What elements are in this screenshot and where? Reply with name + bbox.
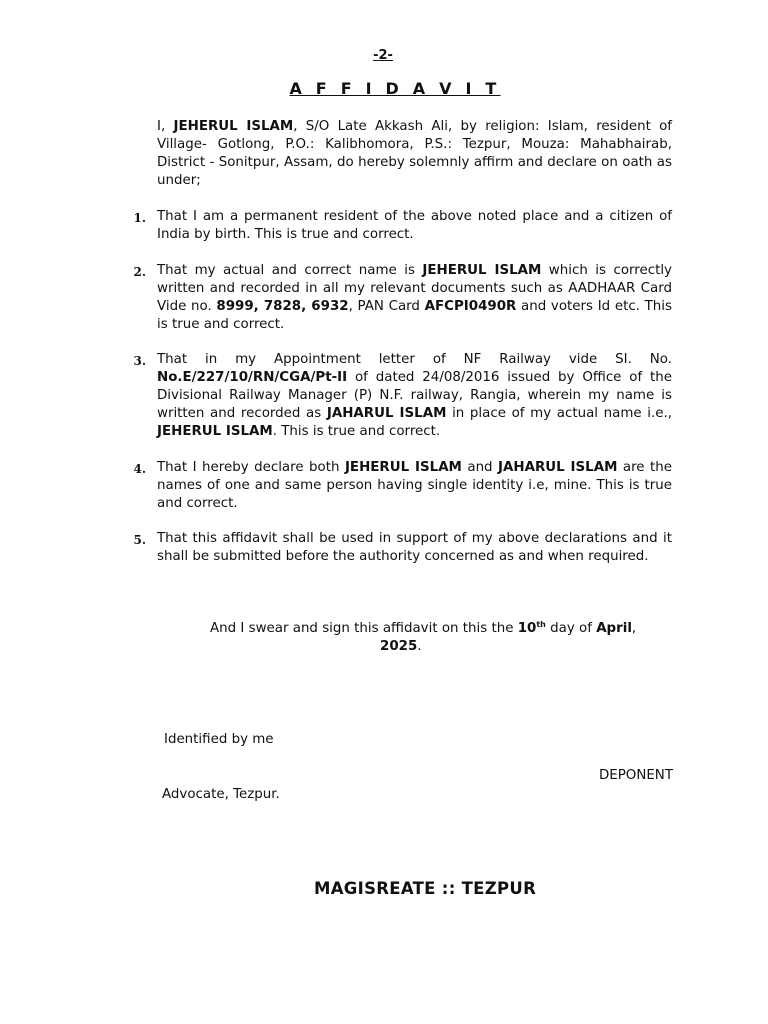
intro-paragraph bbox=[157, 118, 672, 190]
deponent-name: JEHERUL ISLAM bbox=[173, 119, 294, 134]
item-text: . This is true and correct. bbox=[272, 424, 441, 439]
item-bold-text: JEHERUL ISLAM bbox=[344, 460, 462, 475]
identified-by-label: Identified by me bbox=[164, 732, 274, 747]
item-text: That my actual and correct name is bbox=[157, 263, 423, 278]
item-number: 3. bbox=[133, 354, 146, 368]
item-bold-text: JEHERUL ISLAM bbox=[157, 424, 273, 439]
swear-text: day of bbox=[545, 621, 597, 636]
item-number: 1. bbox=[133, 211, 146, 225]
document-title: A F F I D A V I T bbox=[289, 79, 501, 98]
item-number: 2. bbox=[133, 265, 146, 279]
swear-text: . bbox=[417, 639, 422, 654]
aadhaar-number: 8999, 7828, 6932 bbox=[216, 299, 349, 314]
item-paragraph bbox=[157, 262, 672, 334]
page-number: -2- bbox=[373, 48, 393, 63]
swear-year-line bbox=[380, 638, 422, 656]
item-bold-text: JAHARUL ISLAM bbox=[326, 406, 447, 421]
item-bold-text: JAHARUL ISLAM bbox=[498, 460, 618, 475]
advocate-label: Advocate, Tezpur. bbox=[162, 787, 280, 802]
swear-statement bbox=[210, 620, 636, 638]
item-paragraph bbox=[157, 459, 672, 513]
item-text: and voters Id etc. This is true and correct. bbox=[157, 299, 672, 332]
swear-text: , bbox=[631, 621, 637, 636]
item-paragraph bbox=[157, 530, 672, 566]
swear-day-number: 10 bbox=[517, 621, 537, 636]
swear-day-suffix: th bbox=[536, 620, 546, 629]
item-paragraph bbox=[157, 351, 672, 441]
intro-text-1: I, bbox=[157, 119, 174, 134]
appointment-letter-number: No.E/227/10/RN/CGA/Pt-II bbox=[157, 370, 348, 385]
item-text: in place of my actual name i.e., bbox=[446, 406, 672, 421]
item-paragraph bbox=[157, 208, 672, 244]
item-text: , PAN Card bbox=[348, 299, 425, 314]
item-text: That I hereby declare both bbox=[157, 460, 345, 475]
swear-month: April bbox=[596, 621, 632, 636]
item-bold-text: JEHERUL ISLAM bbox=[422, 263, 542, 278]
item-number: 5. bbox=[133, 533, 146, 547]
item-text: That I am a permanent resident of the above noted place and a citizen of India by birth. This is true and correct. bbox=[157, 209, 672, 242]
intro-text-2: , S/O Late Akkash Ali, by religion: Islam, resident of Village- Gotlong, P.O.: Kalibhomora, P.S.: Tezpur, Mouza: Mahabhairab, District - Sonitpur, Assam, do hereby solemnly affirm and declare on oath as under; bbox=[157, 119, 672, 188]
item-text: of dated 24/08/2016 issued by Office of the Divisional Railway Manager (P) N.F. railway, Rangia, wherein my name is written and recorded as bbox=[157, 370, 672, 421]
item-text: and bbox=[461, 460, 499, 475]
deponent-label: DEPONENT bbox=[598, 768, 673, 783]
item-text: which is correctly written and recorded in all my relevant documents such as AADHAAR Card Vide no. bbox=[157, 263, 672, 314]
swear-text: And I swear and sign this affidavit on this the bbox=[210, 621, 518, 636]
magistrate-heading: MAGISREATE :: TEZPUR bbox=[314, 879, 537, 898]
swear-year: 2025 bbox=[380, 639, 418, 654]
swear-day bbox=[518, 621, 546, 636]
item-text: That this affidavit shall be used in support of my above declarations and it shall be submitted before the authority concerned as and when required. bbox=[157, 531, 672, 564]
pan-number: AFCPI0490R bbox=[424, 299, 517, 314]
item-text: That in my Appointment letter of NF Railway vide SI. No. bbox=[157, 352, 672, 367]
item-text: are the names of one and same person having single identity i.e, mine. This is true and correct. bbox=[157, 460, 672, 511]
item-number: 4. bbox=[133, 462, 146, 476]
